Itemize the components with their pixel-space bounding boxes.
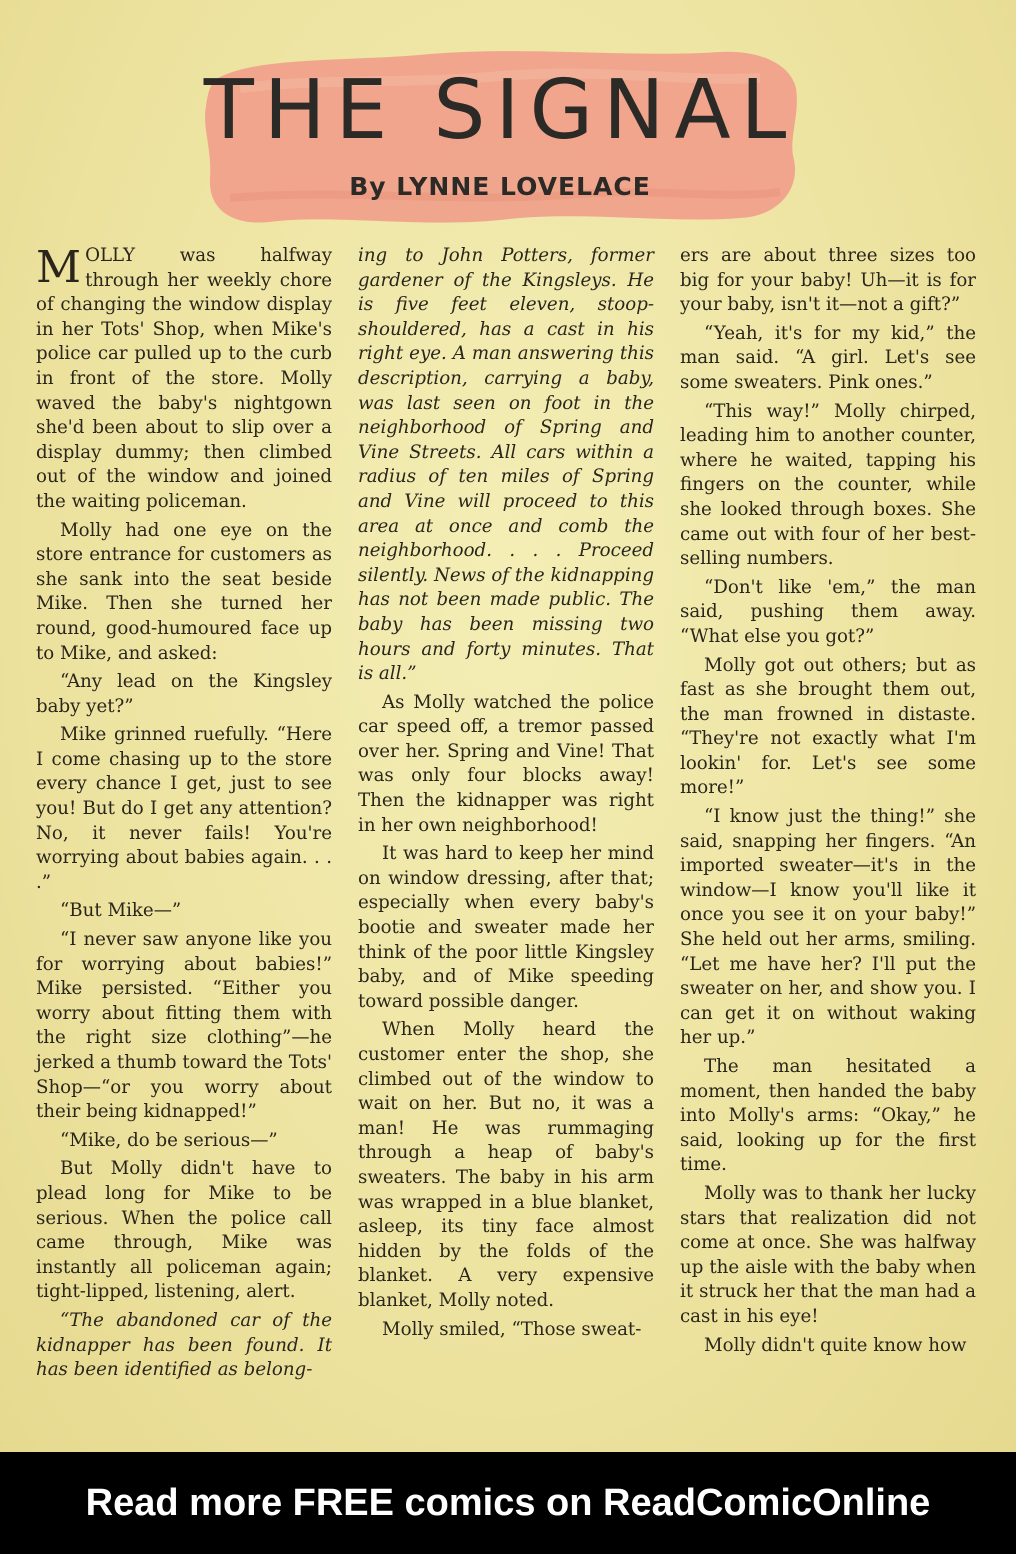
paragraph: Molly didn't quite know how — [704, 1334, 967, 1356]
column-2 — [358, 244, 654, 1374]
paragraph: “But Mike—” — [60, 900, 182, 922]
column-3 — [680, 244, 976, 1374]
paragraph: MOLLY was halfway through her weekly chore of changing the window display in her Tots' Shop, when Mike's police car pulled up to the curb in front of the store. Molly waved the baby's nightgown she'd been about to slip over a display dummy; then climbed out of the window and joined the waiting policeman. — [36, 242, 332, 512]
paragraph: ing to John Potters, former gardener of the Kingsleys. He is five feet eleven, stoop-shouldered, has a cast in his right eye. A man answering this description, carrying a baby, was last seen on foot in the neighborhood of Spring and Vine Streets. All cars within a radius of ten miles of Spring and Vine will proceed to this area at once and comb the neighborhood. . . . Proceed silently. News of the kidnapping has not been made public. The baby has been missing two hours and forty minutes. That is all.” — [358, 245, 654, 685]
paragraph: “The abandoned car of the kidnapper has been found. It has been identified as belong- — [36, 1309, 332, 1381]
paragraph: “Any lead on the Kingsley baby yet?” — [36, 671, 332, 717]
paragraph: But Molly didn't have to plead long for Mike to be serious. When the police call came through, Mike was instantly all policeman again; tight-lipped, listening, alert. — [36, 1158, 332, 1303]
column-1 — [36, 242, 332, 1381]
story-title: THE SIGNAL — [203, 63, 797, 158]
paragraph: When Molly heard the customer enter the shop, she climbed out of the window to wait on her. But no, it was a man! He was rummaging through a heap of baby's sweaters. The baby in his arm was wrapped in a blue blanket, asleep, its tiny face almost hidden by the folds of the blanket. A very expensive blanket, Molly noted. — [358, 1019, 654, 1311]
paragraph: “This way!” Molly chirped, leading him to another counter, where he waited, tapping his fingers on the counter, while she looked through boxes. She came out with four of her best-selling numbers. — [680, 400, 976, 570]
paragraph: “Yeah, it's for my kid,” the man said. “A girl. Let's see some sweaters. Pink ones.” — [680, 322, 976, 393]
paragraph: Molly had one eye on the store entrance for customers as she sank into the seat beside Mike. Then she turned her round, good-humoured face up to Mike, and asked: — [36, 519, 332, 664]
paragraph: The man hesitated a moment, then handed the baby into Molly's arms: “Okay,” he said, looking up for the first time. — [680, 1056, 976, 1176]
promo-footer-banner[interactable] — [0, 1452, 1016, 1554]
paragraph: Molly was to thank her lucky stars that realization did not come at once. She was halfway up the aisle with the baby when it struck her that the man had a cast in his eye! — [680, 1182, 976, 1327]
story-byline: By LYNNE LOVELACE — [349, 172, 651, 201]
paragraph: As Molly watched the police car speed off, a tremor passed over her. Spring and Vine! That was only four blocks away! Then the kidnapper was right in her own neighborhood! — [358, 691, 654, 836]
paragraph: It was hard to keep her mind on window dressing, after that; especially when every baby's bootie and sweater made her think of the poor little Kingsley baby, and of Mike speeding toward possible danger. — [358, 843, 654, 1012]
paragraph: Molly got out others; but as fast as she brought them out, the man frowned in distaste. “They're not exactly what I'm lookin' for. Let's see some more!” — [680, 654, 976, 799]
paragraph: Mike grinned ruefully. “Here I come chasing up to the store every chance I get, just to see you! But do I get any attention? No, it never fails! You're worrying about babies again. . . .” — [36, 724, 332, 893]
paragraph: “Mike, do be serious—” — [60, 1129, 278, 1151]
paragraph: ers are about three sizes too big for your baby! Uh—it is for your baby, isn't it—not a gift?” — [680, 245, 976, 316]
paragraph: “Don't like 'em,” the man said, pushing them away. “What else you got?” — [680, 576, 976, 647]
title-banner — [200, 48, 800, 226]
paragraph: “I know just the thing!” she said, snapping her fingers. “An imported sweater—it's in the window—I know you'll like it once you see it on your baby!” She held out her arms, smiling. “Let me have her? I'll put the sweater on her, and show you. I can get it on without waking her up.” — [680, 806, 976, 1049]
paragraph: Molly smiled, “Those sweat- — [382, 1318, 642, 1340]
promo-footer-text[interactable]: Read more FREE comics on ReadComicOnline — [85, 1481, 931, 1524]
paragraph: “I never saw anyone like you for worrying about babies!” Mike persisted. “Either you worry about fitting them with the right size clothing”—he jerked a thumb toward the Tots' Shop—“or you worry about their being kidnapped!” — [36, 929, 332, 1123]
story-body — [36, 242, 976, 1381]
drop-cap: M — [36, 242, 82, 293]
